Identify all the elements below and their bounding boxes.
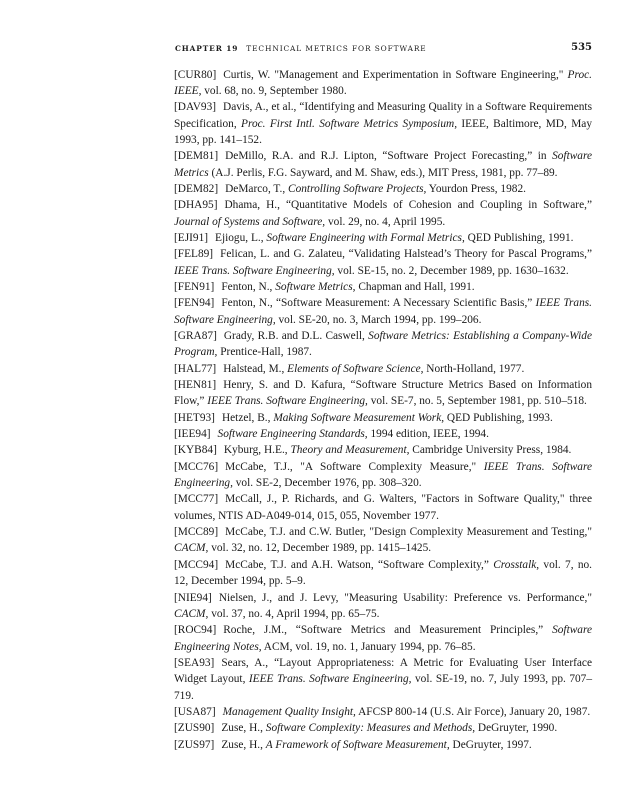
reference-text: Grady, R.B. and D.L. Caswell, (223, 330, 369, 342)
reference-text: DeGruyter, 1997. (449, 738, 532, 751)
reference-entry (174, 67, 592, 100)
reference-entry (174, 720, 592, 736)
reference-text: Roche, J.M., “Software Metrics and Measurement Principles,” (223, 624, 553, 637)
reference-title-italic: IEEE Trans. Software Engineering, (207, 395, 368, 408)
reference-title-italic: CACM, (174, 607, 209, 620)
reference-title-italic: IEEE Trans. Software Engineering, (174, 297, 593, 326)
reference-text: vol. SE-20, no. 3, March 1994, pp. 199–206. (275, 313, 482, 326)
reference-text: vol. 32, no. 12, December 1989, pp. 1415–1425. (208, 542, 432, 555)
reference-key: [ROC94] (174, 624, 217, 637)
reference-title-italic: Management Quality Insight, (222, 705, 356, 718)
reference-text: Zuse, H., (221, 738, 266, 751)
reference-text: Fenton, N., “Software Measurement: A Necessary Scientific Basis,” (221, 297, 536, 310)
reference-text: Curtis, W. "Management and Experimentation in Software Engineering," (223, 68, 568, 81)
reference-text: Yourdon Press, 1982. (426, 182, 526, 195)
reference-key: [DEM81] (174, 150, 219, 163)
reference-list (174, 67, 592, 753)
reference-title-italic: Software Engineering with Formal Metrics, (266, 231, 465, 244)
reference-text: McCall, J., P. Richards, and G. Walters, "Factors in Software Quality," three volumes, NTIS AD-A049-014, 015, 055, November 1977. (174, 493, 592, 522)
reference-title-italic: Theory and Measurement, (290, 444, 410, 457)
reference-entry (174, 99, 592, 148)
reference-text: Hetzel, B., (221, 411, 274, 424)
reference-entry (174, 361, 592, 377)
reference-text: Fenton, N., (221, 280, 276, 293)
reference-title-italic: Making Software Measurement Work, (273, 411, 445, 424)
reference-title-italic: Proc. First Intl. Software Metrics Symposium, (241, 117, 458, 130)
reference-key: [HAL77] (174, 362, 217, 375)
reference-text: QED Publishing, 1993. (444, 411, 553, 424)
reference-title-italic: Software Metrics (174, 150, 592, 179)
reference-entry (174, 524, 592, 557)
reference-text: McCabe, T.J. and C.W. Butler, "Design Complexity Measurement and Testing," (225, 526, 592, 539)
reference-text: vol. 68, no. 9, September 1980. (201, 84, 347, 97)
reference-title-italic: Software Metrics, (275, 280, 356, 293)
reference-title-italic: IEEE Trans. Software Engineering, (174, 264, 335, 277)
reference-text: Sears, A., “Layout Appropriateness: A Metric for Evaluating User Interface Widget Layout, (174, 656, 592, 686)
reference-entry (174, 442, 592, 458)
reference-text: vol. SE-7, no. 5, September 1981, pp. 510–518. (367, 395, 587, 408)
reference-title-italic: Proc. IEEE, (174, 68, 592, 97)
reference-text: Chapman and Hall, 1991. (355, 280, 475, 293)
reference-text: DeGruyter, 1990. (475, 722, 558, 735)
reference-key: [USA87] (174, 705, 216, 718)
reference-title-italic: Software Engineering Notes, (174, 624, 592, 653)
chapter-label: CHAPTER 19 (175, 44, 239, 53)
reference-text: McCabe, T.J. and A.H. Watson, “Software Complexity,” (225, 558, 494, 571)
reference-title-italic: Controlling Software Projects, (288, 182, 427, 195)
reference-text: vol. SE-15, no. 2, December 1989, pp. 1630–1632. (334, 264, 569, 277)
reference-title-italic: Journal of Systems and Software, (174, 215, 326, 228)
reference-text: Nielsen, J., and J. Levy, "Measuring Usability: Preference vs. Performance," (218, 591, 592, 604)
reference-entry (174, 246, 592, 279)
reference-entry (174, 590, 592, 623)
reference-entry (174, 737, 592, 753)
reference-key: [CUR80] (174, 68, 217, 81)
reference-key: [MCC76] (174, 460, 219, 473)
reference-text: QED Publishing, 1991. (464, 231, 574, 244)
chapter-title: TECHNICAL METRICS FOR SOFTWARE (246, 44, 427, 53)
reference-key: [KYB84] (174, 444, 217, 457)
reference-text: vol. SE-2, December 1976, pp. 308–320. (232, 477, 422, 490)
reference-title-italic: IEEE Trans. Software Engineering, (248, 673, 412, 686)
reference-entry (174, 295, 592, 328)
reference-key: [FEN91] (174, 280, 215, 293)
reference-title-italic: Software Engineering Standards, (217, 428, 368, 441)
reference-entry (174, 410, 592, 426)
reference-text: AFCSP 800-14 (U.S. Air Force), January 20, 1987. (355, 705, 591, 718)
reference-text: vol. 37, no. 4, April 1994, pp. 65–75. (208, 607, 380, 620)
reference-key: [HET93] (174, 411, 215, 424)
reference-entry (174, 655, 592, 704)
reference-text: DeMarco, T., (225, 182, 289, 195)
reference-text: (A.J. Perlis, F.G. Sayward, and M. Shaw, eds.), MIT Press, 1981, pp. 77–89. (208, 166, 558, 179)
reference-key: [FEN94] (174, 297, 215, 310)
reference-text: Henry, S. and D. Kafura, “Software Structure Metrics Based on Information Flow,” (174, 379, 592, 408)
reference-entry (174, 148, 592, 181)
reference-entry (174, 197, 592, 230)
reference-text: Halstead, M., (223, 362, 288, 375)
reference-title-italic: A Framework of Software Measurement, (265, 738, 450, 751)
reference-key: [ZUS90] (174, 722, 215, 735)
reference-entry (174, 557, 592, 590)
page-number: 535 (571, 42, 592, 53)
reference-entry (174, 181, 592, 197)
reference-entry (174, 279, 592, 295)
reference-title-italic: CACM, (174, 542, 209, 555)
reference-text: vol. 7, no. 12, December 1994, pp. 5–9. (174, 558, 593, 588)
reference-entry (174, 426, 592, 442)
reference-entry (174, 230, 592, 246)
chapter-heading (175, 44, 427, 53)
reference-title-italic: Software Complexity: Measures and Methods, (265, 722, 476, 735)
reference-entry (174, 704, 592, 720)
reference-key: [SEA93] (174, 656, 215, 669)
reference-key: [EJI91] (174, 231, 209, 244)
reference-text: vol. SE-19, no. 7, July 1993, pp. 707–719. (174, 673, 593, 702)
reference-entry (174, 377, 592, 410)
running-header (175, 42, 592, 56)
reference-entry (174, 491, 592, 524)
reference-key: [MCC94] (174, 558, 219, 571)
reference-text: Cambridge University Press, 1984. (409, 444, 572, 457)
reference-key: [MCC89] (174, 526, 219, 539)
reference-text: Dhama, H., “Quantitative Models of Cohesion and Coupling in Software,” (224, 199, 592, 212)
reference-entry (174, 328, 592, 361)
reference-title-italic: IEEE Trans. Software Engineering, (174, 460, 593, 490)
reference-title-italic: Elements of Software Science, (287, 362, 424, 375)
reference-key: [NIE94] (174, 591, 212, 604)
reference-text: ACM, vol. 19, no. 1, January 1994, pp. 76–85. (261, 640, 476, 653)
reference-key: [IEE94] (174, 428, 211, 441)
reference-key: [ZUS97] (174, 738, 215, 751)
reference-key: [DAV93] (174, 101, 217, 114)
reference-text: Davis, A., et al., “Identifying and Measuring Quality in a Software Requirements Specification, (174, 101, 592, 130)
reference-key: [HEN81] (174, 379, 217, 392)
reference-text: 1994 edition, IEEE, 1994. (367, 428, 489, 441)
reference-text: vol. 29, no. 4, April 1995. (325, 215, 446, 228)
reference-key: [DEM82] (174, 182, 219, 195)
reference-key: [MCC77] (174, 493, 219, 506)
reference-text: Ejiogu, L., (215, 231, 267, 244)
reference-text: Kyburg, H.E., (223, 444, 291, 457)
reference-text: McCabe, T.J., "A Software Complexity Measure," (225, 460, 484, 473)
reference-title-italic: Crosstalk, (493, 558, 540, 571)
reference-key: [GRA87] (174, 330, 217, 342)
reference-text: DeMillo, R.A. and R.J. Lipton, “Software Project Forecasting,” in (225, 150, 553, 163)
reference-key: [FEL89] (174, 248, 214, 261)
reference-entry (174, 622, 592, 655)
reference-text: Felican, L. and G. Zalateu, “Validating Halstead’s Theory for Pascal Programs,” (220, 248, 592, 261)
reference-key: [DHA95] (174, 199, 218, 212)
reference-entry (174, 459, 592, 492)
reference-text: North-Holland, 1977. (423, 362, 525, 375)
reference-title-italic: Software Metrics: Establishing a Company-Wide Program, (174, 330, 592, 359)
reference-text: IEEE, Baltimore, MD, May 1993, pp. 141–152. (174, 117, 592, 146)
reference-text: Prentice-Hall, 1987. (217, 346, 312, 359)
reference-text: Zuse, H., (221, 722, 266, 735)
